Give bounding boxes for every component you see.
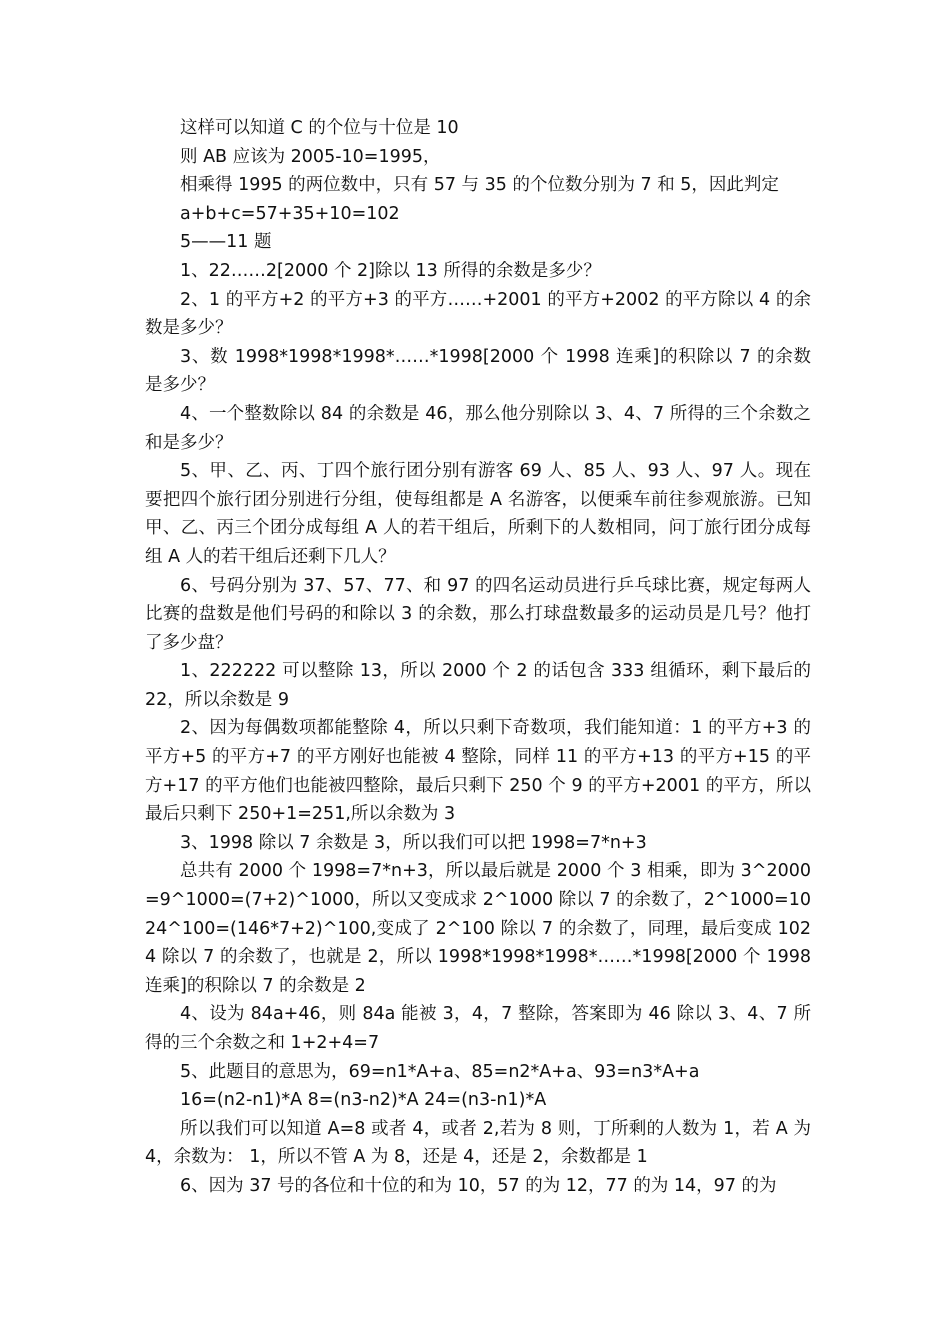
answer-2: 2、因为每偶数项都能整除 4，所以只剩下奇数项，我们能知道：1 的平方+3 的平方+5 的平方+7 的平方刚好也能被 4 整除，同样 11 的平方+13 的平方+15 的平方+17 的平方他们也能被四整除，最后只剩下 250 个 9 的平方+2001 的平方，所以最后只剩下 250+1=251,所以余数为 3 bbox=[145, 718, 811, 825]
question-3: 3、数 1998*1998*1998*……*1998[2000 个 1998 连乘]的积除以 7 的余数是多少？ bbox=[145, 346, 811, 396]
question-4: 4、一个整数除以 84 的余数是 46，那么他分别除以 3、4、7 所得的三个余数之和是多少？ bbox=[145, 403, 811, 453]
answer-3: 3、1998 除以 7 余数是 3，所以我们可以把 1998=7*n+3 bbox=[180, 832, 647, 853]
answer-4: 4、设为 84a+46，则 84a 能被 3，4，7 整除，答案即为 46 除以 3、4、7 所得的三个余数之和 1+2+4=7 bbox=[145, 1004, 811, 1053]
text-line: 这样可以知道 C 的个位与十位是 10 bbox=[180, 118, 459, 138]
answer-5-equations: 16=(n2-n1)*A 8=(n3-n2)*A 24=(n3-n1)*A bbox=[180, 1090, 547, 1111]
answer-3-detail: 总共有 2000 个 1998=7*n+3，所以最后就是 2000 个 3 相乘，即为 3^2000=9^1000=(7+2)^1000，所以又变成求 2^1000 除以 7 的余数了，2^1000=1024^100=(146*7+2)^100,变成了 2^100 除以 7 的余数了，同理，最后变成 1024 除以 7 的余数了，也就是 2，所以 1998*1998*1998*……*1998[2000 个 1998 连乘]的积除以 7 的余数是 2 bbox=[145, 861, 811, 996]
text-line: 相乘得 1995 的两位数中，只有 57 与 35 的个位数分别为 7 和 5，因此判定 bbox=[180, 175, 779, 196]
question-2: 2、1 的平方+2 的平方+3 的平方……+2001 的平方+2002 的平方除以 4 的余数是多少？ bbox=[145, 289, 811, 339]
question-6: 6、号码分别为 37、57、77、和 97 的四名运动员进行乒乓球比赛，规定每两人比赛的盘数是他们号码的和除以 3 的余数，那么打球盘数最多的运动员是几号？他打了多少盘？ bbox=[145, 575, 811, 653]
answer-6: 6、因为 37 号的各位和十位的和为 10，57 的为 12，77 的为 14，97 的为 bbox=[180, 1175, 777, 1196]
document-body bbox=[145, 114, 811, 1201]
section-heading: 5——11 题 bbox=[180, 232, 272, 253]
text-line: 则 AB 应该为 2005-10=1995， bbox=[180, 146, 441, 167]
question-5: 5、甲、乙、丙、丁四个旅行团分别有游客 69 人、85 人、93 人、97 人。现在要把四个旅行团分别进行分组，使每组都是 A 名游客，以便乘车前往参观旅游。已知甲、乙、丙三个团分成每组 A 人的若干组后，所剩下的人数相同，问丁旅行团分成每组 A 人的若干组后还剩下几人？ bbox=[145, 461, 811, 567]
text-line: a+b+c=57+35+10=102 bbox=[180, 203, 400, 224]
answer-1: 1、222222 可以整除 13，所以 2000 个 2 的话包含 333 组循环，剩下最后的 22，所以余数是 9 bbox=[145, 661, 811, 710]
answer-5-detail: 所以我们可以知道 A=8 或者 4，或者 2,若为 8 则，丁所剩的人数为 1，若 A 为 4，余数为： 1，所以不管 A 为 8，还是 4，还是 2，余数都是 1 bbox=[145, 1118, 811, 1168]
answer-5: 5、此题目的意思为，69=n1*A+a、85=n2*A+a、93=n3*A+a bbox=[180, 1061, 700, 1082]
question-1: 1、22……2[2000 个 2]除以 13 所得的余数是多少？ bbox=[180, 260, 601, 281]
